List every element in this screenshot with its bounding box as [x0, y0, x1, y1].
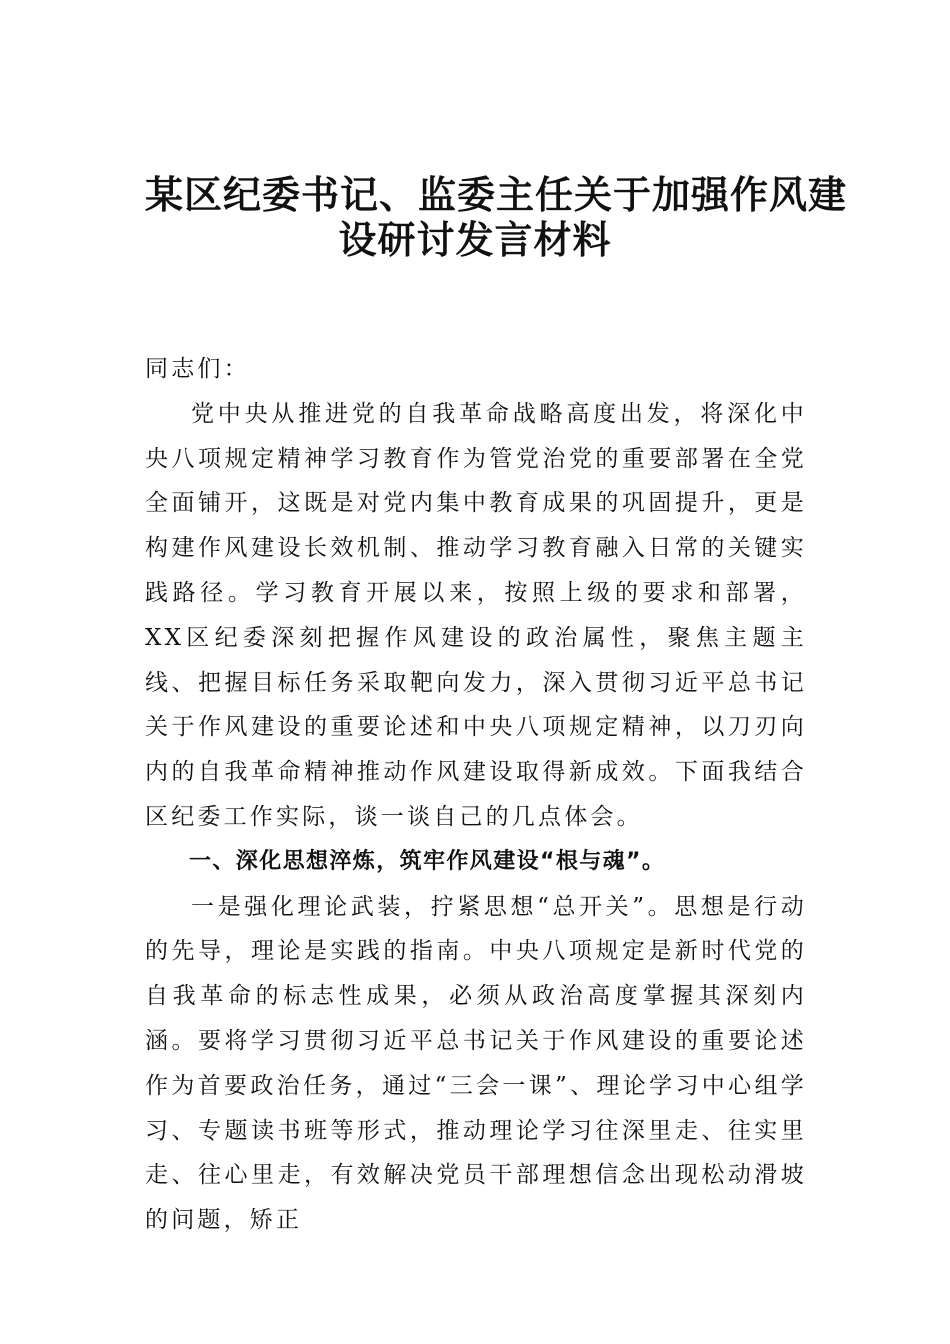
- document-body: [145, 347, 807, 1243]
- paragraph-intro: 党中央从推进党的自我革命战略高度出发，将深化中央八项规定精神学习教育作为管党治党的重要部署在全党全面铺开，这既是对党内集中教育成果的巩固提升，更是构建作风建设长效机制、推动学习教育融入日常的关键实践路径。学习教育开展以来，按照上级的要求和部署，XX区纪委深刻把握作风建设的政治属性，聚焦主题主线、把握目标任务采取靶向发力，深入贯彻习近平总书记关于作风建设的重要论述和中央八项规定精神，以刀刃向内的自我革命精神推动作风建设取得新成效。下面我结合区纪委工作实际，谈一谈自己的几点体会。: [145, 400, 807, 830]
- salutation: 同志们：: [145, 356, 250, 382]
- document-title-line-1: 某区纪委书记、监委主任关于加强作风建: [145, 172, 848, 217]
- paragraph-section1-point1: 一是强化理论武装，拧紧思想“总开关”。思想是行动的先导，理论是实践的指南。中央八项规定是新时代党的自我革命的标志性成果，必须从政治高度掌握其深刻内涵。要将学习贯彻习近平总书记关于作风建设的重要论述作为首要政治任务，通过“三会一课”、理论学习中心组学习、专题读书班等形式，推动理论学习往深里走、往实里走、往心里走，有效解决党员干部理想信念出现松动滑坡的问题，矫正: [145, 893, 807, 1234]
- document-title-line-2: 设研讨发言材料: [338, 217, 612, 262]
- section-heading-1: 一、深化思想淬炼，筑牢作风建设“根与魂”。: [189, 848, 666, 874]
